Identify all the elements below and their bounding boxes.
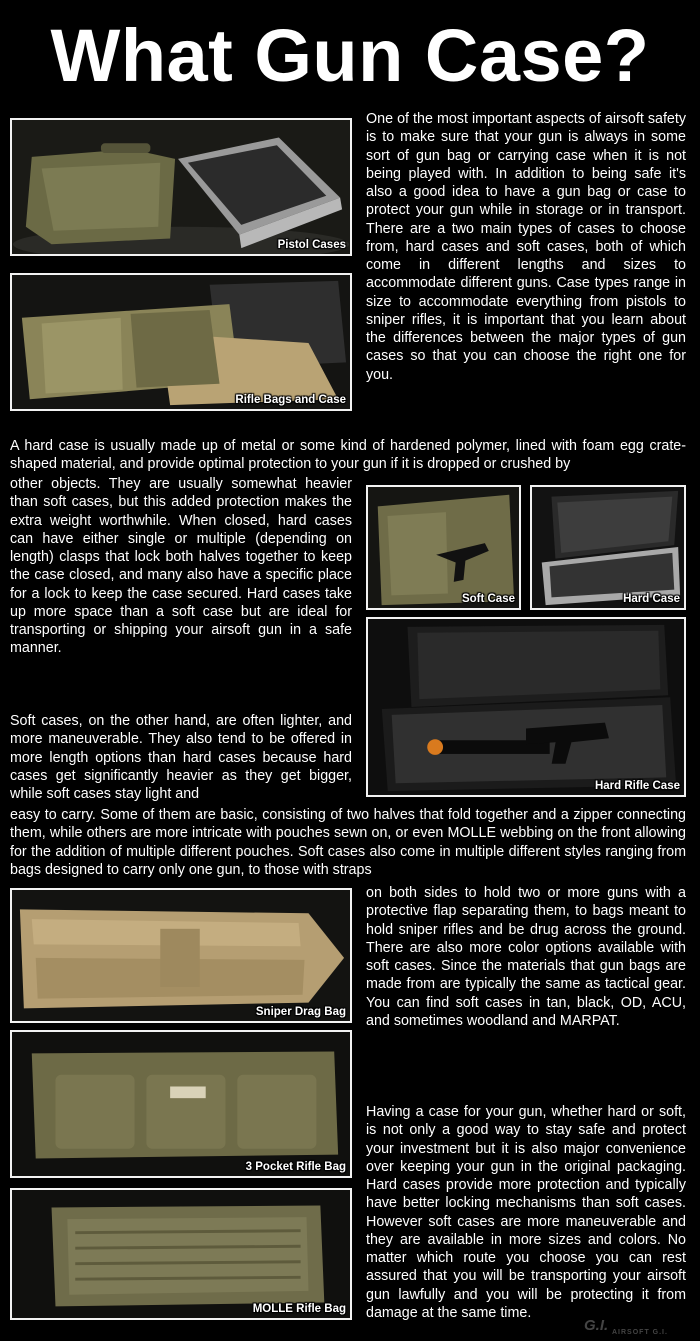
hard-rifle-case-caption: Hard Rifle Case [594,780,680,792]
three-pocket-rifle-bag-photo [10,1030,352,1178]
intro-paragraph: One of the most important aspects of airsoft safety is to make sure that your gun is always in some sort of gun bag or carrying case when it is not being played with. In addition to being safe it's also a good idea to have a gun bag or case to protect your gun while in storage or in transport. There are a two main types of cases to choose from, hard cases and soft cases, both of which come in different lengths and sizes to accommodate different guns. Case types range in size to accommodate everything from pistols to sniper rifles, it is important that you learn about the differences between the major types of gun cases so that you can choose the right one for you. [366,111,686,383]
three-pocket-rifle-bag-caption: 3 Pocket Rifle Bag [245,1161,346,1173]
molle-rifle-bag-photo [10,1188,352,1320]
airsoft-gi-logo [582,1314,692,1336]
sniper-drag-bag-photo [10,888,352,1023]
page-title: What Gun Case? [50,14,650,97]
svg-text:AIRSOFT G.I.: AIRSOFT G.I. [612,1329,668,1336]
hard-case-photo [530,485,686,610]
hard-case-paragraph: A hard case is usually made up of metal or some kind of hardened polymer, lined with foam egg crate-shaped material, and provide optimal protection to your gun if it is dropped or crushed by [10,438,686,473]
soft-case-paragraph-cont: easy to carry. Some of them are basic, consisting of two halves that fold together and a zipper connecting them, while others are more intricate with pouches sewn on, or even MOLLE webbing on the front allowing for the addition of multiple different pouches. Soft cases also come in multiple different styles ranging from bags designed to carry only one gun, to those with straps [10,807,686,878]
molle-rifle-bag-caption: MOLLE Rifle Bag [252,1303,346,1315]
pistol-cases-caption: Pistol Cases [277,239,346,251]
closing-paragraph: Having a case for your gun, whether hard or soft, is not only a good way to stay safe and protect your investment but it is also major convenience over keeping your gun in the original packaging. Hard cases provide more protection and typically have better locking mechanisms than soft cases. However soft cases are more maneuverable and they are available in more sizes and colors. No matter which route you choose you can rest assured that you will be transporting your airsoft gun lawfully and you will be protecting it from damage at the same time. [366,1104,686,1321]
sniper-drag-bag-caption: Sniper Drag Bag [255,1006,346,1018]
hard-rifle-case-photo [366,617,686,797]
hard-case-caption: Hard Case [623,593,680,605]
svg-text:G.I.: G.I. [584,1317,609,1334]
soft-case-caption: Soft Case [461,593,515,605]
hard-case-paragraph-cont: other objects. They are usually somewhat heavier than soft cases, but this added protection makes the extra weight worthwhile. When closed, hard cases can have either single or multiple (depending on length) clasps that lock both halves together to keep the case closed, and many also have a specific place for a lock to keep the case secured. Hard cases take up more space than a soft case but are ideal for transporting or shipping your airsoft gun in a safe manner. [10,476,352,657]
pistol-cases-photo [10,118,352,256]
rifle-bags-caption: Rifle Bags and Case [235,394,346,406]
soft-case-photo [366,485,521,610]
soft-case-paragraph: Soft cases, on the other hand, are often lighter, and more maneuverable. They also tend to be offered in more length options than hard cases because hard cases get significantly heavier as they get bigger, while soft cases stay light and [10,713,352,802]
soft-case-paragraph-right: on both sides to hold two or more guns with a protective flap separating them, to bags meant to hold sniper rifles and be drug across the ground. There are also more color options available with soft cases. Since the materials that gun bags are made from are typically the same as tactical gear. You can find soft cases in tan, black, OD, ACU, and sometimes woodland and MARPAT. [366,885,686,1029]
rifle-bags-photo [10,273,352,411]
